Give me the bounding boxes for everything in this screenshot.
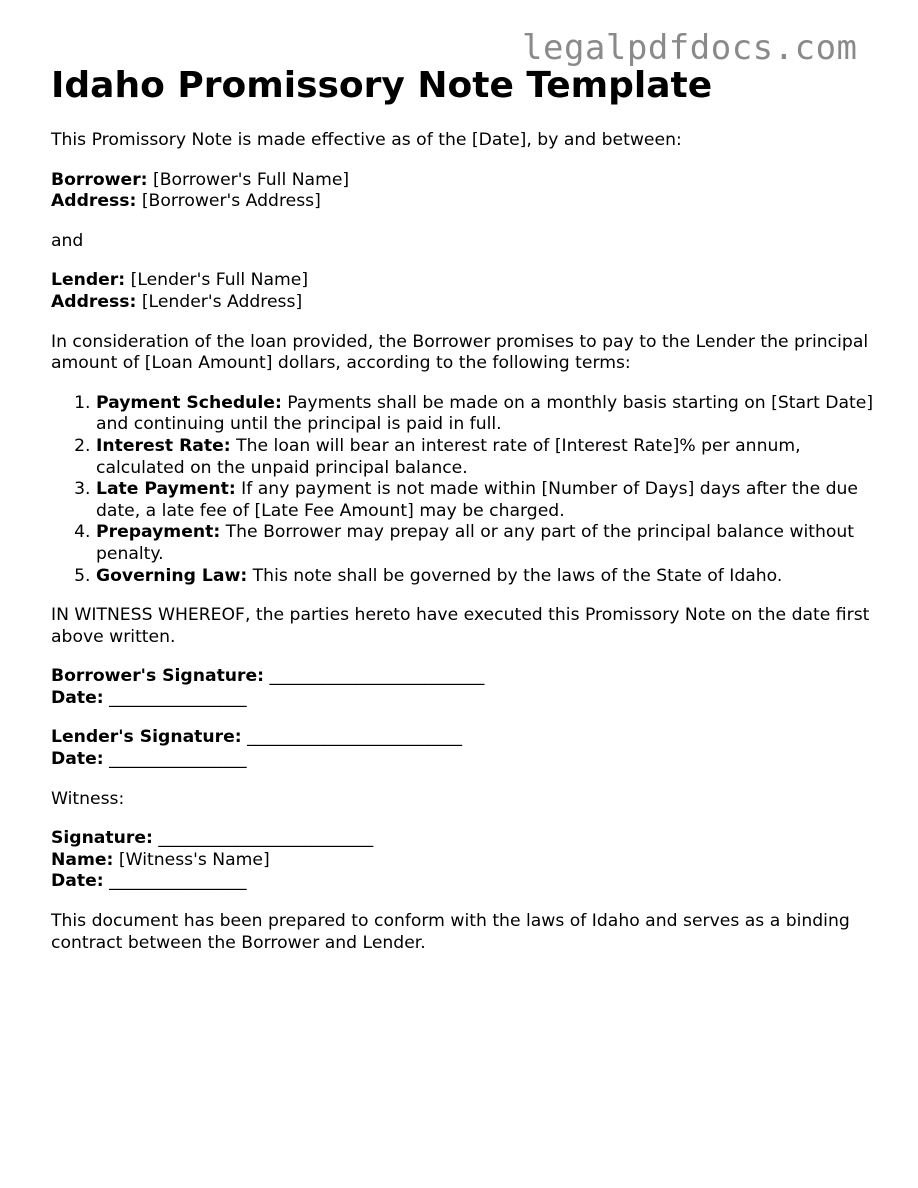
- witness-date-line: ________________: [103, 871, 247, 892]
- witness-heading: Witness:: [51, 788, 125, 809]
- lender-date-label: Date:: [51, 749, 104, 770]
- borrower-date-line: ________________: [103, 687, 247, 708]
- term-label: Interest Rate:: [96, 435, 231, 456]
- and-text: and: [51, 230, 84, 251]
- term-text: If any payment is not made within [Number of Days] days after the due date, a late fee of [Late Fee Amount] may be charged.: [96, 479, 858, 521]
- watermark: legalpdfdocs.com: [522, 28, 858, 68]
- term-interest-rate: [96, 436, 881, 479]
- witness-signature-label: Signature:: [51, 828, 153, 849]
- borrower-signature-label: Borrower's Signature:: [51, 666, 265, 687]
- term-text: This note shall be governed by the laws of the State of Idaho.: [247, 565, 783, 586]
- witness-whereof-paragraph: IN WITNESS WHEREOF, the parties hereto have executed this Promissory Note on the date first above written.: [51, 605, 870, 647]
- borrower-address: [Borrower's Address]: [136, 191, 321, 212]
- witness-date-label: Date:: [51, 871, 104, 892]
- borrower-signature-line: _________________________: [264, 666, 485, 687]
- lender-signature-line: _________________________: [241, 727, 462, 748]
- document-body: [51, 62, 881, 972]
- lender-label: Lender:: [51, 270, 126, 291]
- closing-paragraph: This document has been prepared to conform with the laws of Idaho and serves as a binding contract between the Borrower and Lender.: [51, 911, 850, 953]
- terms-list: [51, 393, 881, 587]
- lender-signature-block: [51, 727, 881, 770]
- lender-name: [Lender's Full Name]: [125, 270, 309, 291]
- term-prepayment: [96, 522, 881, 565]
- term-text: The loan will bear an interest rate of [Interest Rate]% per annum, calculated on the unpaid principal balance.: [96, 435, 801, 478]
- term-text: Payments shall be made on a monthly basis starting on [Start Date] and continuing until the principal is paid in full.: [96, 392, 874, 435]
- term-text: The Borrower may prepay all or any part of the principal balance without penalty.: [96, 522, 855, 564]
- term-label: Payment Schedule:: [96, 392, 282, 413]
- intro-paragraph: This Promissory Note is made effective as of the [Date], by and between:: [51, 130, 682, 150]
- term-payment-schedule: [96, 393, 881, 436]
- borrower-block: [51, 170, 881, 213]
- term-label: Prepayment:: [96, 522, 221, 543]
- borrower-signature-block: [51, 666, 881, 709]
- term-governing-law: [96, 566, 881, 588]
- document-title: Idaho Promissory Note Template: [51, 65, 713, 106]
- term-label: Governing Law:: [96, 565, 248, 586]
- term-late-payment: [96, 479, 881, 522]
- borrower-date-label: Date:: [51, 687, 104, 708]
- borrower-address-label: Address:: [51, 191, 137, 212]
- term-label: Late Payment:: [96, 479, 236, 500]
- witness-signature-block: [51, 828, 881, 893]
- witness-signature-line: _________________________: [152, 828, 374, 849]
- borrower-name: [Borrower's Full Name]: [147, 169, 350, 190]
- lender-signature-label: Lender's Signature:: [51, 727, 242, 748]
- witness-name-label: Name:: [51, 849, 114, 870]
- lender-address-label: Address:: [51, 291, 137, 312]
- lender-address: [Lender's Address]: [136, 291, 303, 312]
- lender-date-line: ________________: [103, 749, 247, 770]
- borrower-label: Borrower:: [51, 169, 148, 190]
- consideration-paragraph: In consideration of the loan provided, the Borrower promises to pay to the Lender the principal amount of [Loan Amount] dollars, according to the following terms:: [51, 331, 869, 374]
- witness-name: [Witness's Name]: [113, 849, 270, 870]
- lender-block: [51, 270, 881, 313]
